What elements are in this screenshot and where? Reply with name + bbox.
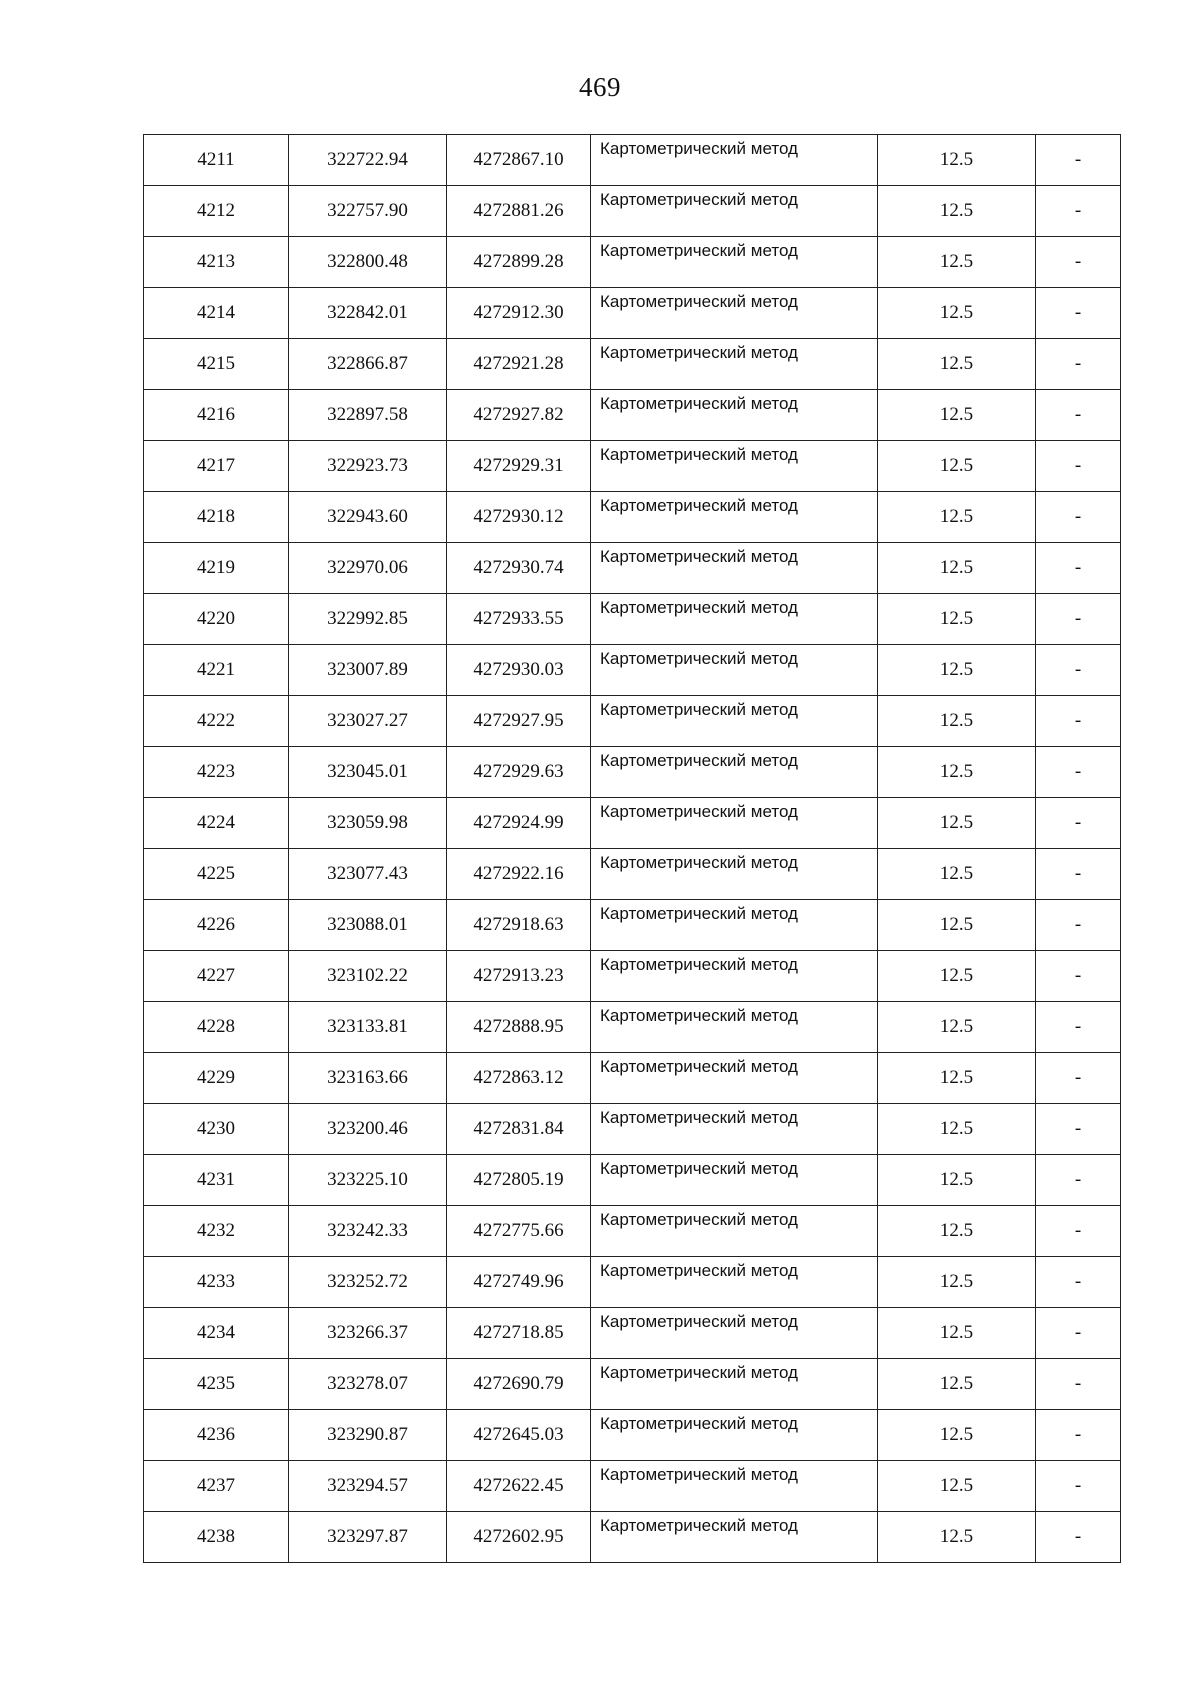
note-cell: - <box>1036 135 1121 186</box>
method-cell: Картометрический метод <box>591 543 878 594</box>
table-row <box>144 594 1121 645</box>
y-coordinate-cell: 4272922.16 <box>447 849 591 900</box>
x-coordinate-cell: 322897.58 <box>289 390 447 441</box>
note-cell: - <box>1036 237 1121 288</box>
y-coordinate-cell: 4272888.95 <box>447 1002 591 1053</box>
y-coordinate-cell: 4272930.12 <box>447 492 591 543</box>
coordinates-table <box>143 134 1121 1563</box>
table-row <box>144 747 1121 798</box>
accuracy-cell: 12.5 <box>878 1308 1036 1359</box>
y-coordinate-cell: 4272913.23 <box>447 951 591 1002</box>
point-number-cell: 4237 <box>144 1461 289 1512</box>
accuracy-cell: 12.5 <box>878 1104 1036 1155</box>
method-cell: Картометрический метод <box>591 1206 878 1257</box>
note-cell: - <box>1036 849 1121 900</box>
note-cell: - <box>1036 645 1121 696</box>
point-number-cell: 4232 <box>144 1206 289 1257</box>
y-coordinate-cell: 4272805.19 <box>447 1155 591 1206</box>
x-coordinate-cell: 322757.90 <box>289 186 447 237</box>
y-coordinate-cell: 4272749.96 <box>447 1257 591 1308</box>
note-cell: - <box>1036 288 1121 339</box>
y-coordinate-cell: 4272921.28 <box>447 339 591 390</box>
x-coordinate-cell: 323077.43 <box>289 849 447 900</box>
note-cell: - <box>1036 390 1121 441</box>
note-cell: - <box>1036 339 1121 390</box>
x-coordinate-cell: 323294.57 <box>289 1461 447 1512</box>
method-cell: Картометрический метод <box>591 1512 878 1563</box>
note-cell: - <box>1036 186 1121 237</box>
point-number-cell: 4231 <box>144 1155 289 1206</box>
method-cell: Картометрический метод <box>591 441 878 492</box>
x-coordinate-cell: 323133.81 <box>289 1002 447 1053</box>
table-row <box>144 1002 1121 1053</box>
note-cell: - <box>1036 1002 1121 1053</box>
table-row <box>144 441 1121 492</box>
x-coordinate-cell: 323266.37 <box>289 1308 447 1359</box>
method-cell: Картометрический метод <box>591 1257 878 1308</box>
point-number-cell: 4222 <box>144 696 289 747</box>
method-cell: Картометрический метод <box>591 390 878 441</box>
x-coordinate-cell: 322866.87 <box>289 339 447 390</box>
note-cell: - <box>1036 1053 1121 1104</box>
method-cell: Картометрический метод <box>591 645 878 696</box>
x-coordinate-cell: 323278.07 <box>289 1359 447 1410</box>
note-cell: - <box>1036 1155 1121 1206</box>
x-coordinate-cell: 323027.27 <box>289 696 447 747</box>
point-number-cell: 4220 <box>144 594 289 645</box>
note-cell: - <box>1036 1410 1121 1461</box>
table-row <box>144 798 1121 849</box>
point-number-cell: 4212 <box>144 186 289 237</box>
table-row <box>144 237 1121 288</box>
y-coordinate-cell: 4272863.12 <box>447 1053 591 1104</box>
y-coordinate-cell: 4272927.95 <box>447 696 591 747</box>
accuracy-cell: 12.5 <box>878 390 1036 441</box>
x-coordinate-cell: 323007.89 <box>289 645 447 696</box>
y-coordinate-cell: 4272645.03 <box>447 1410 591 1461</box>
method-cell: Картометрический метод <box>591 492 878 543</box>
y-coordinate-cell: 4272933.55 <box>447 594 591 645</box>
accuracy-cell: 12.5 <box>878 951 1036 1002</box>
method-cell: Картометрический метод <box>591 1308 878 1359</box>
table-row <box>144 339 1121 390</box>
note-cell: - <box>1036 1104 1121 1155</box>
method-cell: Картометрический метод <box>591 951 878 1002</box>
x-coordinate-cell: 323242.33 <box>289 1206 447 1257</box>
x-coordinate-cell: 323297.87 <box>289 1512 447 1563</box>
point-number-cell: 4226 <box>144 900 289 951</box>
y-coordinate-cell: 4272924.99 <box>447 798 591 849</box>
y-coordinate-cell: 4272775.66 <box>447 1206 591 1257</box>
x-coordinate-cell: 323290.87 <box>289 1410 447 1461</box>
x-coordinate-cell: 323045.01 <box>289 747 447 798</box>
table-row <box>144 1155 1121 1206</box>
note-cell: - <box>1036 1206 1121 1257</box>
point-number-cell: 4217 <box>144 441 289 492</box>
table-row <box>144 543 1121 594</box>
table-row <box>144 288 1121 339</box>
point-number-cell: 4230 <box>144 1104 289 1155</box>
method-cell: Картометрический метод <box>591 339 878 390</box>
point-number-cell: 4224 <box>144 798 289 849</box>
point-number-cell: 4229 <box>144 1053 289 1104</box>
note-cell: - <box>1036 1461 1121 1512</box>
method-cell: Картометрический метод <box>591 237 878 288</box>
table-row <box>144 135 1121 186</box>
y-coordinate-cell: 4272690.79 <box>447 1359 591 1410</box>
table-row <box>144 1512 1121 1563</box>
point-number-cell: 4227 <box>144 951 289 1002</box>
point-number-cell: 4233 <box>144 1257 289 1308</box>
table-row <box>144 186 1121 237</box>
accuracy-cell: 12.5 <box>878 900 1036 951</box>
accuracy-cell: 12.5 <box>878 1206 1036 1257</box>
x-coordinate-cell: 323088.01 <box>289 900 447 951</box>
method-cell: Картометрический метод <box>591 1104 878 1155</box>
method-cell: Картометрический метод <box>591 1410 878 1461</box>
y-coordinate-cell: 4272927.82 <box>447 390 591 441</box>
point-number-cell: 4238 <box>144 1512 289 1563</box>
accuracy-cell: 12.5 <box>878 1257 1036 1308</box>
table-row <box>144 1410 1121 1461</box>
y-coordinate-cell: 4272867.10 <box>447 135 591 186</box>
accuracy-cell: 12.5 <box>878 1410 1036 1461</box>
note-cell: - <box>1036 747 1121 798</box>
point-number-cell: 4225 <box>144 849 289 900</box>
accuracy-cell: 12.5 <box>878 339 1036 390</box>
accuracy-cell: 12.5 <box>878 1155 1036 1206</box>
table-row <box>144 849 1121 900</box>
table-row <box>144 492 1121 543</box>
point-number-cell: 4211 <box>144 135 289 186</box>
method-cell: Картометрический метод <box>591 1155 878 1206</box>
y-coordinate-cell: 4272930.74 <box>447 543 591 594</box>
y-coordinate-cell: 4272918.63 <box>447 900 591 951</box>
table-row <box>144 1053 1121 1104</box>
method-cell: Картометрический метод <box>591 135 878 186</box>
page-number: 469 <box>579 72 621 102</box>
note-cell: - <box>1036 1512 1121 1563</box>
table-row <box>144 1206 1121 1257</box>
note-cell: - <box>1036 543 1121 594</box>
x-coordinate-cell: 322992.85 <box>289 594 447 645</box>
x-coordinate-cell: 322722.94 <box>289 135 447 186</box>
table-row <box>144 1104 1121 1155</box>
accuracy-cell: 12.5 <box>878 1002 1036 1053</box>
x-coordinate-cell: 323225.10 <box>289 1155 447 1206</box>
y-coordinate-cell: 4272930.03 <box>447 645 591 696</box>
accuracy-cell: 12.5 <box>878 186 1036 237</box>
method-cell: Картометрический метод <box>591 798 878 849</box>
x-coordinate-cell: 323163.66 <box>289 1053 447 1104</box>
method-cell: Картометрический метод <box>591 696 878 747</box>
y-coordinate-cell: 4272602.95 <box>447 1512 591 1563</box>
accuracy-cell: 12.5 <box>878 135 1036 186</box>
method-cell: Картометрический метод <box>591 1053 878 1104</box>
accuracy-cell: 12.5 <box>878 543 1036 594</box>
point-number-cell: 4221 <box>144 645 289 696</box>
table-row <box>144 1359 1121 1410</box>
method-cell: Картометрический метод <box>591 849 878 900</box>
accuracy-cell: 12.5 <box>878 594 1036 645</box>
table-row <box>144 390 1121 441</box>
accuracy-cell: 12.5 <box>878 237 1036 288</box>
x-coordinate-cell: 323200.46 <box>289 1104 447 1155</box>
point-number-cell: 4218 <box>144 492 289 543</box>
accuracy-cell: 12.5 <box>878 849 1036 900</box>
y-coordinate-cell: 4272622.45 <box>447 1461 591 1512</box>
point-number-cell: 4234 <box>144 1308 289 1359</box>
table-row <box>144 645 1121 696</box>
point-number-cell: 4214 <box>144 288 289 339</box>
x-coordinate-cell: 322800.48 <box>289 237 447 288</box>
table-row <box>144 1308 1121 1359</box>
point-number-cell: 4223 <box>144 747 289 798</box>
method-cell: Картометрический метод <box>591 747 878 798</box>
y-coordinate-cell: 4272881.26 <box>447 186 591 237</box>
x-coordinate-cell: 322923.73 <box>289 441 447 492</box>
y-coordinate-cell: 4272929.63 <box>447 747 591 798</box>
method-cell: Картометрический метод <box>591 594 878 645</box>
method-cell: Картометрический метод <box>591 288 878 339</box>
coordinates-table-body <box>144 135 1121 1563</box>
note-cell: - <box>1036 492 1121 543</box>
table-row <box>144 696 1121 747</box>
accuracy-cell: 12.5 <box>878 696 1036 747</box>
accuracy-cell: 12.5 <box>878 1461 1036 1512</box>
point-number-cell: 4215 <box>144 339 289 390</box>
point-number-cell: 4228 <box>144 1002 289 1053</box>
accuracy-cell: 12.5 <box>878 645 1036 696</box>
accuracy-cell: 12.5 <box>878 492 1036 543</box>
accuracy-cell: 12.5 <box>878 441 1036 492</box>
method-cell: Картометрический метод <box>591 900 878 951</box>
accuracy-cell: 12.5 <box>878 798 1036 849</box>
method-cell: Картометрический метод <box>591 186 878 237</box>
x-coordinate-cell: 322842.01 <box>289 288 447 339</box>
x-coordinate-cell: 323102.22 <box>289 951 447 1002</box>
y-coordinate-cell: 4272912.30 <box>447 288 591 339</box>
x-coordinate-cell: 323252.72 <box>289 1257 447 1308</box>
note-cell: - <box>1036 1359 1121 1410</box>
method-cell: Картометрический метод <box>591 1461 878 1512</box>
point-number-cell: 4235 <box>144 1359 289 1410</box>
y-coordinate-cell: 4272831.84 <box>447 1104 591 1155</box>
y-coordinate-cell: 4272718.85 <box>447 1308 591 1359</box>
table-row <box>144 900 1121 951</box>
method-cell: Картометрический метод <box>591 1359 878 1410</box>
table-row <box>144 1461 1121 1512</box>
note-cell: - <box>1036 900 1121 951</box>
note-cell: - <box>1036 1308 1121 1359</box>
accuracy-cell: 12.5 <box>878 747 1036 798</box>
y-coordinate-cell: 4272929.31 <box>447 441 591 492</box>
x-coordinate-cell: 323059.98 <box>289 798 447 849</box>
note-cell: - <box>1036 798 1121 849</box>
note-cell: - <box>1036 441 1121 492</box>
x-coordinate-cell: 322970.06 <box>289 543 447 594</box>
y-coordinate-cell: 4272899.28 <box>447 237 591 288</box>
table-row <box>144 1257 1121 1308</box>
note-cell: - <box>1036 696 1121 747</box>
point-number-cell: 4236 <box>144 1410 289 1461</box>
accuracy-cell: 12.5 <box>878 1512 1036 1563</box>
accuracy-cell: 12.5 <box>878 1053 1036 1104</box>
note-cell: - <box>1036 594 1121 645</box>
note-cell: - <box>1036 1257 1121 1308</box>
note-cell: - <box>1036 951 1121 1002</box>
point-number-cell: 4213 <box>144 237 289 288</box>
method-cell: Картометрический метод <box>591 1002 878 1053</box>
point-number-cell: 4216 <box>144 390 289 441</box>
accuracy-cell: 12.5 <box>878 288 1036 339</box>
accuracy-cell: 12.5 <box>878 1359 1036 1410</box>
x-coordinate-cell: 322943.60 <box>289 492 447 543</box>
point-number-cell: 4219 <box>144 543 289 594</box>
table-row <box>144 951 1121 1002</box>
